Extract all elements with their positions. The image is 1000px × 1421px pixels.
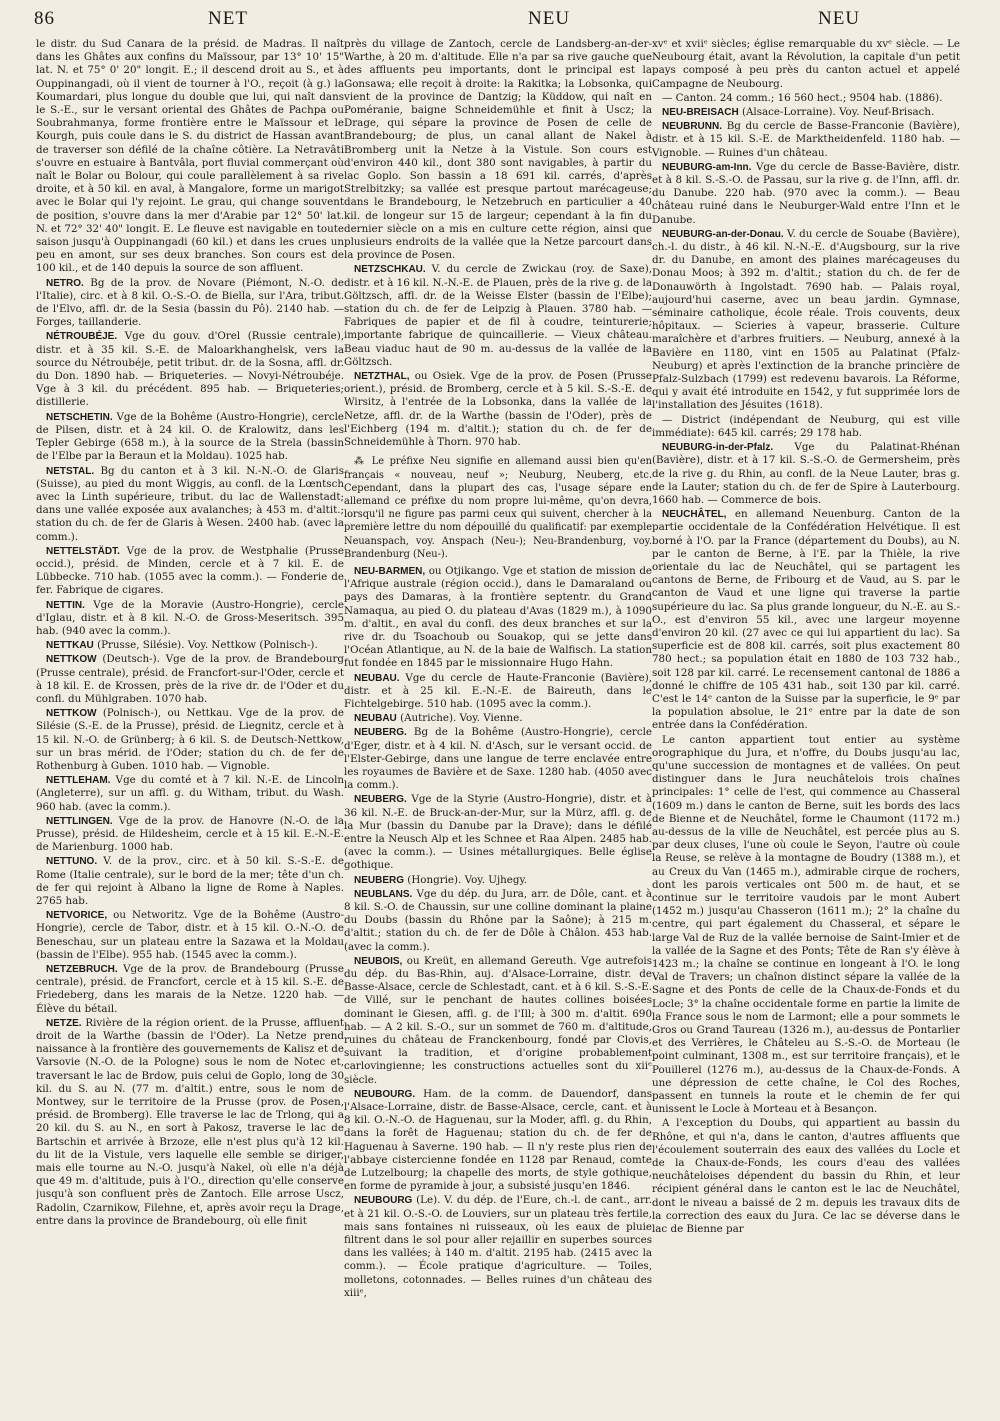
entry-text: Bg du cercle de Basse-Franconie (Bavière), distr. et à 15 kil. S.-E. de Marktheidenfeld. 1180 hab. — Vignoble. — Ruines d'un château. <box>652 120 960 159</box>
entry-headword: NEU-BREISACH <box>662 107 739 119</box>
entry-text: Le canton appartient tout entier au système orographique du Jura, et n'offre, du Doubs jusqu'au lac, qu'une succession de montagnes et de vallées. On peut distinguer dans le Jura neuchâtelois trois chaînes principales: 1° celle de l'est, qui commence au Chasseral (1609 m.) dans le canton de Berne, suit les bords des lacs de Bienne et de Neuchâtel, forme le Chaumont (1172 m.) au-dessus de la ville de Neuchâtel, est percée plus au S. par deux cluses, l'une où coule le Seyon, l'autre où coule la Reuse, se relève à la montagne de Boudry (1388 m.), et au Creux du Van (1465 m.), admirable cirque de rochers, dont les parois verticales ont 500 m. de haut, et se continue sur le territoire vaudois par le mont Aubert (1452 m.) jusqu'au Chasseron (1611 m.); 2° la chaîne du centre, qui part également du Chasseral, et sépare le large Val de Ruz de la vallée bernoise de Saint-Imier et de la vallée de la Sagne et des Ponts; Tête de Ran s'y élève à 1423 m.; la chaîne se continue en longeant à l'O. le long Val de Travers; un chaînon distinct sépare la vallée de la Sagne et des Ponts de celle de la Chaux-de-Fonds et du Locle; 3° la chaîne occidentale forme en partie la limite de la France sous le nom de Larmont; elle a pour sommets le Gros ou Grand Taureau (1326 m.), au-dessus de Pontarlier et des Verrières, le Châteleu au S.-S.-O. de Morteau (le point culminant, 1308 m., est sur territoire français), et le Pouillerel (1276 m.), au-dessus de la Chaux-de-Fonds. A une dépression de cette chaîne, le Col des Roches, passent en tunnels la route et le chemin de fer qui unissent le Locle à Morteau et à Besançon. <box>652 733 960 1116</box>
dictionary-entry <box>344 712 652 725</box>
entry-text: Vge de la Moravie (Austro-Hongrie), cercle d'Iglau, distr. et à 8 kil. N.-O. de Gross-Meseritsch. 395 hab. (940 avec la comm.). <box>36 598 344 637</box>
dictionary-entry <box>36 963 344 1016</box>
entry-text: ou Otjikango. Vge et station de mission de l'Afrique australe (région occid.), dans le Damaraland ou pays des Damaras, à la frontière septentr. du Grand Namaqua, au pied O. du plateau d'Avas (1829 m.), à 1090 m. d'altit., en aval du confl. des deux branches et sur la rive dr. du Tsoachoub ou Souakop, qui se jette dans l'Océan Atlantique, au N. de la baie de Walfisch. La station fut fondée en 1845 par le missionnaire Hugo Hahn. <box>344 564 652 670</box>
entry-text: — Canton. 24 comm.; 16 560 hect.; 9504 hab. (1886). <box>662 91 943 104</box>
entry-headword: NEUBAU <box>354 713 397 725</box>
dictionary-entry <box>36 465 344 544</box>
entry-text: (Alsace-Lorraine). Voy. Neuf-Brisach. <box>741 106 935 119</box>
running-head-center: NEU <box>528 8 571 29</box>
dictionary-entry <box>652 38 960 91</box>
dictionary-entry <box>36 38 344 276</box>
dictionary-entry <box>652 1117 960 1236</box>
entry-text: — District (indépendant de Neuburg, qui est ville immédiate): 645 kil. carrés; 29 178 hab. <box>652 413 960 439</box>
entry-headword: NETZE. <box>46 1017 82 1029</box>
entry-headword: NEUBOIS, <box>354 955 403 967</box>
dictionary-entry <box>652 120 960 160</box>
dictionary-entry <box>344 1194 652 1300</box>
entry-headword: NEUBOURG. <box>354 1088 416 1100</box>
entry-headword: NEUBRUNN. <box>662 121 722 133</box>
entry-headword: NETTELSTÄDT. <box>46 545 120 557</box>
dictionary-entry <box>36 1017 344 1228</box>
entry-headword: NETTKOW <box>46 708 97 720</box>
dictionary-entry <box>36 774 344 814</box>
column-3 <box>652 38 960 1413</box>
dictionary-entry <box>344 888 652 954</box>
dictionary-entry <box>36 855 344 908</box>
dictionary-entry <box>344 263 652 369</box>
entry-text: en allemand Neuenburg. Canton de la partie occidentale de la Confédération Helvétique. Il est borné à l'O. par la France (département du Doubs), au N. par le canton de Berne, à l'E. par la Thièle, la rive orientale du lac de Neuchâtel, qui se partagent les cantons de Berne, de Fribourg et de Vaud, au S. par le canton de Vaud et une ligne qui traverse la partie supérieure du lac. Sa plus grande longueur, du N.-E. au S.-O., est d'environ 55 kil., avec une largeur moyenne d'environ 20 kil. (27 avec ce qui lui appartient du lac). Sa superficie est de 808 kil. carrés, soit plus exactement 80 780 hect.; sa population était en 1880 de 103 732 hab., soit 128 par kil. carré. Le recensement cantonal de 1886 a donné le chiffre de 105 431 hab., soit 130 par kil. carré. C'est le 14ᵉ canton de la Suisse par la superficie, le 9ᵉ par la population absolue, le 21ᵉ entre par la date de son entrée dans la Confédération. <box>652 508 960 732</box>
entry-text: Vge de la prov. de Brandebourg (Prusse centrale), présid. de Francfort, cercle et à 15 kil. S.-E. de Friedeberg, dans les marais de la Netze. 1220 hab. — Élève du bétail. <box>36 963 344 1015</box>
entry-headword: NEUBURG-in-der-Pfalz. <box>662 442 774 454</box>
entry-text: près du village de Zantoch, cercle de Landsberg-an-der-Warthe, à 20 m. d'altitude. Elle n'a par sa rive gauche que des affluents peu importants, dont le principal est la Gonsawa; elle reçoit à droite: la Rakitka; la Lobsonka, qui vient de la province de Dantzig; la Küddow, qui naît en Poméranie, baigne Schneidemühle et finit à Uscz; la Drage, qui sépare la province de Posen de celle de Brandebourg; de plus, un canal allant de Nakel à Bromberg unit la Netze à la Vistule. Son cours est d'environ 440 kil., dont 380 sont navigables, à partir du lac Goplo. Son bassin a 18 691 kil. carrés, d'après Strelbitzky; sa vallée est presque partout marécageuse; dans le Brandebourg, le Netzebruch en particulier a 40 kil. de longeur sur 15 de largeur; cependant à la fin du dernier siècle on a mis en culture cette région, ainsi que plusieurs endroits de la vallée que la Netze parcourt dans la province de Posen. <box>344 38 652 262</box>
entry-text: Vge du dép. du Jura, arr. de Dôle, cant. et à 8 kil. S.-O. de Chaussin, sur une colline dominant la plaine du Doubs (bassin du Rhône par la Saône); à 215 m. d'altit.; station du ch. de fer de Dôle à Châlon. 453 hab. (avec la comm.). <box>344 887 652 953</box>
entry-headword: NEUBERG. <box>354 727 407 739</box>
entry-text: (Polnisch-), ou Nettkau. Vge de la prov. de Silésie (S.-E. de la Prusse), présid. de Liegnitz, cercle et à 15 kil. N.-O. de Grünberg; à 6 kil. S. de Deutsch-Nettkow, sur un bras mérid. de l'Oder; station du ch. de fer de Rothenburg à Guben. 1010 hab. — Vignoble. <box>36 707 344 772</box>
entry-headword: NEUBURG-am-Inn. <box>662 161 752 173</box>
entry-text: (Prusse, Silésie). Voy. Nettkow (Polnisch-). <box>97 639 318 652</box>
dictionary-entry <box>36 639 344 652</box>
entry-headword: NÉTROUBÉJE. <box>46 331 118 343</box>
entry-headword: NEUBERG <box>354 874 405 886</box>
dictionary-entry <box>36 653 344 706</box>
dictionary-entry <box>36 815 344 855</box>
entry-headword: NETZTHAL, <box>354 371 410 383</box>
entry-headword: NEUBERG. <box>354 794 407 806</box>
dictionary-entry <box>344 874 652 887</box>
entry-headword: NETTLEHAM. <box>46 775 111 787</box>
entry-headword: NETVORICE, <box>46 910 108 922</box>
dictionary-entry <box>344 38 652 262</box>
dictionary-entry <box>652 441 960 507</box>
entry-text: ou Kreüt, en allemand Gereuth. Vge autrefois du dép. du Bas-Rhin, auj. d'Alsace-Lorraine, distr. de Basse-Alsace, cercle de Schlestadt, cant. et à 6 kil. S.-S.-E. de Villé, sur le penchant de hautes collines boisées dominant le Giesen, affl. g. de l'Ill; à 300 m. d'altit. 690 hab. — A 2 kil. S.-O., sur un sommet de 760 m. d'altitude, ruines du château de Franckenbourg, fondé par Clovis, suivant la tradition, et d'origine probablement carlovingienne; les constructions actuelles sont du xiiᵉ siècle. <box>344 954 652 1086</box>
dictionary-entry <box>652 161 960 227</box>
dictionary-entry <box>344 565 652 671</box>
entry-headword: NETSTAL. <box>46 465 95 477</box>
entry-text: (Deutsch-). Vge de la prov. de Brandebourg (Prusse centrale), présid. de Francfort-sur-l'Oder, cercle et à 18 kil. E. de Krossen, près de la rive dr. de l'Oder et du confl. du Mühlgraben. 1070 hab. <box>36 653 344 705</box>
entry-headword: NEUBURG-an-der-Donau. <box>662 228 784 240</box>
dictionary-entry <box>36 707 344 773</box>
entry-headword: NETTIN. <box>46 599 85 611</box>
entry-headword: NEUBAU. <box>354 672 400 684</box>
entry-text: Vge du Palatinat-Rhénan (Bavière), distr. et à 17 kil. S.-S.-O. de Germersheim, près de la rive g. du Rhin, au confl. de la Neue Lauter, bras g. de la Lauter; station du ch. de fer de Spire à Lauterbourg. 1660 hab. — Commerce de bois. <box>652 441 960 506</box>
dictionary-entry <box>36 599 344 639</box>
dictionary-entry <box>36 330 344 409</box>
dictionary-entry <box>36 411 344 464</box>
entry-text: V. du cercle de Zwickau (roy. de Saxe), distr. et à 16 kil. N.-N.-E. de Plauen, près de la rive g. de la Göltzsch, affl. dr. de la Weisse Elster (bassin de l'Elbe); station du ch. de fer de Leipzig à Plauen. 3780 hab. — Fabriques de papier et de fil à coudre, teinturerie; importante fabrique de quincaillerie. — Vieux château. Beau viaduc haut de 90 m. au-dessus de la vallée de la Göltzsch. <box>344 263 652 368</box>
dictionary-entry <box>36 545 344 598</box>
entry-text: A l'exception du Doubs, qui appartient au bassin du Rhône, et qui n'a, dans le canton, d'autres affluents que l'écoulement souterrain des eaux des vallées du Locle et de la Chaux-de-Fonds, les cours d'eau des vallées neuchâteloises dépendent du bassin du Rhin, et leur récipient général dans le canton est le lac de Neuchâtel, dont le niveau a baissé de 2 m. depuis les travaux dits de la correction des eaux du Jura. Ce lac se déverse dans le lac de Bienne par <box>652 1117 960 1236</box>
entry-text: Vge du comté et à 7 kil. N.-E. de Lincoln (Angleterre), sur un affl. g. du Witham, tribut. du Wash. 960 hab. (avec la comm.). <box>36 774 344 813</box>
entry-text: Rivière de la région orient. de la Prusse, affluent droit de la Warthe (bassin de l'Oder). La Netze prend naissance à la frontière des gouvernements de Kalisz et de Varsovie (N.-O. de la Pologne) sous le nom de Notec et, traversant le lac de Brdow, puis celui de Goplo, long de 30 kil. du S. au N. (77 m. d'altit.) entre, sous le nom de Montwey, sur le territoire de la Prusse (prov. de Posen, présid. de Bromberg). Elle traverse le lac de Trlong, qui a 20 kil. du S. au N., en sort à Pakosz, traverse le lac de Bartschin et arrivée à Brzoze, elle n'est plus qu'à 12 kil. du lit de la Vistule, vers laquelle elle semble se diriger, mais elle tourne au N.-O. jusqu'à Nakel, où elle n'a déjà que 49 m. d'altitude, puis à l'O., direction qu'elle conserve jusqu'à son confluent près de Zantoch. Elle arrose Uscz, Radolin, Czarnikow, Filehne, et, après avoir reçu la Drage, entre dans la province de Brandebourg, où elle finit <box>36 1016 344 1227</box>
dictionary-entry <box>652 106 960 119</box>
entry-text: ou Osiek. Vge de la prov. de Posen (Prusse orient.), présid. de Bromberg, cercle et à 5 kil. S.-S.-E. de Wirsitz, à l'entrée de la Lobsonka, dans la vallée de la Netze, affl. dr. de la Warthe (bassin de l'Oder), près de l'Eichberg (194 m. d'altit.); station du ch. de fer de Schneidemühle à Thorn. 970 hab. <box>344 370 652 449</box>
running-head-right: NEU <box>818 8 861 29</box>
entry-text: Vge de la Styrie (Austro-Hongrie), distr. et à 36 kil. N.-E. de Bruck-an-der-Mur, sur la Mürz, affl. g. de la Mur (bassin du Danube par la Drave); dans le défilé entre la Neusch Alp et les Schnee et Raa Alpen. 2485 hab. (avec la comm.). — Usines métallurgiques. Belle église gothique. <box>344 793 652 872</box>
dictionary-entry <box>344 793 652 872</box>
dictionary-entry <box>652 92 960 105</box>
dictionary-entry <box>652 414 960 440</box>
column-2 <box>344 38 652 1413</box>
entry-text: V. du cercle de Souabe (Bavière), ch.-l. du distr., à 46 kil. N.-N.-E. d'Augsbourg, sur la rive dr. du Danube, en amont des plaines marécageuses du Donau Moos; à 392 m. d'altit.; station du ch. de fer de Donauwörth à Ingolstadt. 7690 hab. — Palais royal, aujourd'hui caserne, avec un beau jardin. Gymnase, séminaire catholique, école réale. Trois couvents, deux hôpitaux. — Scieries à vapeur, brasserie. Culture maraîchère et d'arbres fruitiers. — Neuburg, annexé à la Bavière en 1180, vint en 1505 au Palatinat (Pfalz-Neuburg) et après l'extinction de la branche princière de Pfalz-Sulzbach (1799) est redevenu bavarois. La Réforme, qui y avait été introduite en 1542, y fut supprimée lors de l'installation des Jésuites (1618). <box>652 227 960 412</box>
entry-text: Bg de la Bohême (Austro-Hongrie), cercle d'Eger, distr. et à 4 kil. N. d'Asch, sur le versant occid. de l'Elster-Gebirge, dans une langue de terre enclavée entre les royaumes de Bavière et de Saxe. 1280 hab. (4050 avec la comm.). <box>344 726 652 792</box>
entry-headword: NETTKOW <box>46 654 97 666</box>
entry-headword: NEU-BARMEN, <box>354 565 426 577</box>
dictionary-entry <box>652 228 960 413</box>
entry-headword: NEUBOURG <box>354 1195 413 1207</box>
entry-text: (Le). V. du dép. de l'Eure, ch.-l. de cant., arr. et à 21 kil. O.-S.-O. de Louviers, sur un plateau très fertile, mais sans fontaines ni ruisseaux, où les eaux de pluie filtrent dans le sol pour aller rejaillir en superbes sources dans les vallées; à 140 m. d'altit. 2195 hab. (2415 avec la comm.). — École pratique d'agriculture. — Toiles, molletons, cotonnades. — Belles ruines d'un château des xiiiᵉ, <box>344 1194 652 1299</box>
dictionary-entry <box>344 370 652 449</box>
entry-headword: NETZSCHKAU. <box>354 264 426 276</box>
dictionary-entry <box>344 955 652 1087</box>
dictionary-entry <box>344 672 652 712</box>
entry-text: Vge de la prov. de Hanovre (N.-O. de la Prusse), présid. de Hildesheim, cercle et à 15 kil. E.-N.-E. de Marienburg. 1000 hab. <box>36 814 344 854</box>
entry-text: Vge du cercle de Haute-Franconie (Bavière), distr. et à 25 kil. E.-N.-E. de Baireuth, dans le Fichtelgebirge. 510 hab. (1095 avec la comm.). <box>344 671 652 710</box>
entry-text: (Autriche). Voy. Vienne. <box>400 712 523 725</box>
dictionary-entry <box>344 1088 652 1194</box>
entry-text: xvᵉ et xviiᵉ siècles; église remarquable du xvᵉ siècle. — Le Neubourg était, avant la Révolution, la capitale d'un petit pays composé à peu près du canton actuel et appelé Campagne de Neubourg. <box>652 38 960 90</box>
entry-text: V. de la prov., circ. et à 50 kil. S.-S.-E. de Rome (Italie centrale), sur le bord de la mer; tête d'un ch. de fer qui rejoint à Albano la ligne de Rome à Naples. 2765 hab. <box>36 855 344 907</box>
entry-text: le distr. du Sud Canara de la présid. de Madras. Il naît dans les Ghâtes aux confins du Maïssour, par 13° 10' 15" lat. N. et 75° 0' 20" longit. E.; il descend droit au S., et à Ouppinangadi, où il vient de tourner à l'O., reçoit (à g.) la Koumardari, plus longue du double que lui, qui naît dans le S.-E., sur le versant oriental des Ghâtes de Pachpa ou Soubrahmanya, forme frontière entre le Maïssour et le Kourgh, puis coule dans le S. du district de Hassan avant de traverser son défilé de la chaîne côtière. La Netravâti s'ouvre en estuaire à Bantvâla, port fluvial commerçant où naît le Bolar ou Bolour, qui coule parallèlement à sa rive droite, et à 50 kil. en aval, à Mangalore, forme un marigot avec le Bolar qui l'y rejoint. Le grau, qui change souvent de position, s'ouvre dans la mer d'Arabie par 12° 50' lat. N. et 72° 32' 40" longit. E. Le fleuve est navigable en toute saison jusqu'à Ouppinangadi (60 kil.) et dans les crues un peu en amont, sur ses deux branches. Son cours est de 100 kil., et de 140 depuis la source de son affluent. <box>36 38 344 275</box>
entry-headword: NETTKAU <box>46 640 94 652</box>
entry-text: Vge de la prov. de Westphalie (Prusse occid.), présid. de Minden, cercle et à 7 kil. E. de Lübbecke. 710 hab. (1055 avec la comm.). — Fonderie de fer. Fabrique de cigares. <box>36 544 344 597</box>
dictionary-entry <box>36 909 344 962</box>
entry-headword: NETTUNO. <box>46 856 98 868</box>
entry-headword: NEUBLANS. <box>354 888 413 900</box>
dictionary-entry <box>36 277 344 330</box>
entry-text: Ham. de la comm. de Dauendorf, dans l'Alsace-Lorraine, distr. de Basse-Alsace, cercle, cant. et à 8 kil. O.-N.-O. de Haguenau, sur la Moder, affl. g. du Rhin, dans la forêt de Haguenau; station du ch. de fer de Haguenau à Saverne. 190 hab. — Il n'y reste plus rien de l'abbaye cistercienne fondée en 1128 par Renaud, comte de Lutzelbourg; la chapelle des morts, de style gothique, en forme de pyramide à jour, a subsisté jusqu'en 1846. <box>344 1087 652 1193</box>
entry-text: Vge de la Bohême (Austro-Hongrie), cercle de Pilsen, distr. et à 24 kil. O. de Kralowitz, dans les Tepler Gebirge (658 m.), à la source de la Strela (bassin de l'Elbe par la Beraun et la Moldau). 1025 hab. <box>36 410 344 463</box>
running-head-left: NET <box>208 8 248 29</box>
entry-headword: NETZEBRUCH. <box>46 964 118 976</box>
entry-headword: NEUCHÂTEL, <box>662 509 727 521</box>
entry-headword: NETRO. <box>46 277 84 289</box>
entry-text: Bg de la prov. de Novare (Piémont, N.-O. de l'Italie), circ. et à 8 kil. O.-S.-O. de Biella, sur l'Ara, tribut. de l'Elvo, affl. dr. de la Sesia (bassin du Pô). 2140 hab. — Forges, taillanderie. <box>36 276 344 329</box>
entry-text: Vge du cercle de Basse-Bavière, distr. et à 8 kil. S.-S.-O. de Passau, sur la rive g. de l'Inn, affl. dr. du Danube. 220 hab. (970 avec la comm.). — Beau château ruiné dans le Neuburger-Wald entre l'Inn et le Danube. <box>652 160 960 226</box>
column-1 <box>36 38 344 1413</box>
entry-text: ou Networitz. Vge de la Bohême (Austro-Hongrie), cercle de Tabor, distr. et à 15 kil. O.-N.-O. de Beneschau, sur un plateau entre la Sazawa et la Moldau (bassin de l'Elbe). 955 hab. (1545 avec la comm.). <box>36 909 344 961</box>
entry-text: (Hongrie). Voy. Ujhegy. <box>407 873 528 886</box>
dictionary-entry <box>344 455 652 561</box>
dictionary-entry <box>652 508 960 732</box>
entry-text: Bg du canton et à 3 kil. N.-N.-O. de Glaris (Suisse), au pied du mont Wiggis, au confl. de la Lœntsch avec la Linth supérieure, tribut. du lac de Wallenstadt; dans une vallée exposée aux avalanches; à 453 m. d'altit.; station du ch. de fer de Glaris à Wesen. 2400 hab. (avec la comm.). <box>36 464 344 543</box>
entry-text: Vge du gouv. d'Orel (Russie centrale), distr. et à 35 kil. S.-E. de Maloarkhanghelsk, vers la source du Nétroubéje, petit tribut. dr. de la Sosna, affl. dr. du Don. 1890 hab. — Briqueteries. — Novyi-Nétroubéje. Vge à 3 kil. du précédent. 895 hab. — Briqueteries; distillerie. <box>36 330 344 409</box>
dictionary-entry <box>652 734 960 1117</box>
entry-headword: NETTLINGEN. <box>46 815 113 827</box>
entry-headword: NETSCHETIN. <box>46 411 113 423</box>
page-number: 86 <box>34 8 55 29</box>
dictionary-entry <box>344 726 652 792</box>
entry-text: ⁂ Le préfixe Neu signifie en allemand aussi bien qu'en français « nouveau, neuf »; Neuburg, Neuberg, etc. Cependant, dans la plupart des cas, l'usage sépare en allemand ce préfixe du nom propre lui-même, qu'on devra, lorsqu'il ne figure pas parmi ceux qui suivent, chercher à la première lettre du nom dépouillé du qualificatif: par exemple Neuanspach, voy. Anspach (Neu-); Neu-Brandenburg, voy. Brandenburg (Neu-). <box>344 456 652 560</box>
